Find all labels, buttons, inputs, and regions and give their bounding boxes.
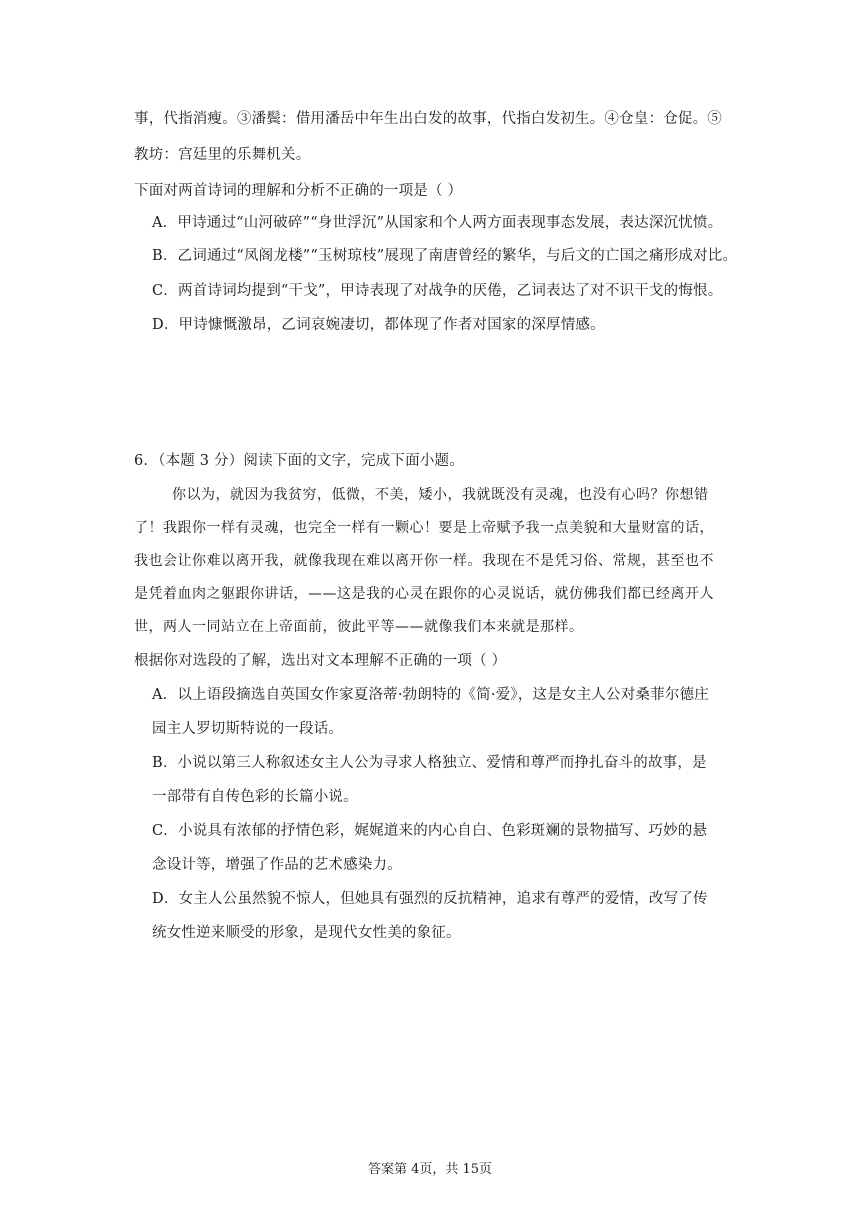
page-footer: 答案第 4页，共 15页 [367,1162,493,1177]
q6-option-b-line-2: 一部带有自传色彩的长篇小说。 [152,789,358,805]
q6-question-header: 6．（本题 3 分）阅读下面的文字，完成下面小题。 [134,453,464,469]
q6-option-b-line-1: B．小说以第三人称叙述女主人公为寻求人格独立、爱情和尊严而挣扎奋斗的故事，是 [152,755,707,771]
q6-question-stem: 根据你对选段的了解，选出对文本理解不正确的一项（ ） [134,653,507,669]
q6-passage-line-4: 是凭着血肉之躯跟你讲话，——这是我的心灵在跟你的心灵说话，就仿佛我们都已经离开人 [134,586,714,602]
q6-passage-line-2: 了！我跟你一样有灵魂，也完全一样有一颗心！要是上帝赋予我一点美貌和大量财富的话， [134,520,714,536]
q6-option-d-line-2: 统女性逆来顺受的形象，是现代女性美的象征。 [152,925,461,941]
q5-option-a: A．甲诗通过“山河破碎”“身世浮沉”从国家和个人两方面表现事态发展，表达深沉忧愤。 [152,215,723,231]
q5-option-b: B．乙词通过“凤阁龙楼”“玉树琼枝”展现了南唐曾经的繁华，与后文的亡国之痛形成对比。 [152,248,738,264]
q6-option-d-line-1: D．女主人公虽然貌不惊人，但她具有强烈的反抗精神，追求有尊严的爱情，改写了传 [152,891,708,907]
q6-option-c-line-2: 念设计等，增强了作品的艺术感染力。 [152,857,402,873]
q5-option-d: D．甲诗慷慨激昂，乙词哀婉凄切，都体现了作者对国家的深厚情感。 [152,317,605,333]
q6-passage-line-3: 我也会让你难以离开我，就像我现在难以离开你一样。我现在不是凭习俗、常规，甚至也不 [134,553,714,569]
q5-option-c: C．两首诗词均提到“干戈”，甲诗表现了对战争的厌倦，乙词表达了对不识干戈的悔恨。 [152,283,723,299]
q6-option-c-line-1: C．小说具有浓郁的抒情色彩，娓娓道来的内心自白、色彩斑斓的景物描写、巧妙的悬 [152,823,708,839]
q6-passage-line-1: 你以为，就因为我贫穷，低微，不美，矮小，我就既没有灵魂，也没有心吗？你想错 [172,487,709,503]
q6-option-a-line-1: A．以上语段摘选自英国女作家夏洛蒂·勃朗特的《简·爱》，这是女主人公对桑菲尔德庄 [152,687,709,703]
q5-note-line-1: 事，代指消瘦。③潘鬓：借用潘岳中年生出白发的故事，代指白发初生。④仓皇：仓促。⑤ [134,111,722,127]
q6-passage-line-5: 世，两人一同站立在上帝面前，彼此平等——就像我们本来就是那样。 [134,619,584,635]
q5-question-stem: 下面对两首诗词的理解和分析不正确的一项是（ ） [134,183,463,199]
q6-option-a-line-2: 园主人罗切斯特说的一段话。 [152,721,344,737]
q5-note-line-2: 教坊：宫廷里的乐舞机关。 [134,147,311,163]
